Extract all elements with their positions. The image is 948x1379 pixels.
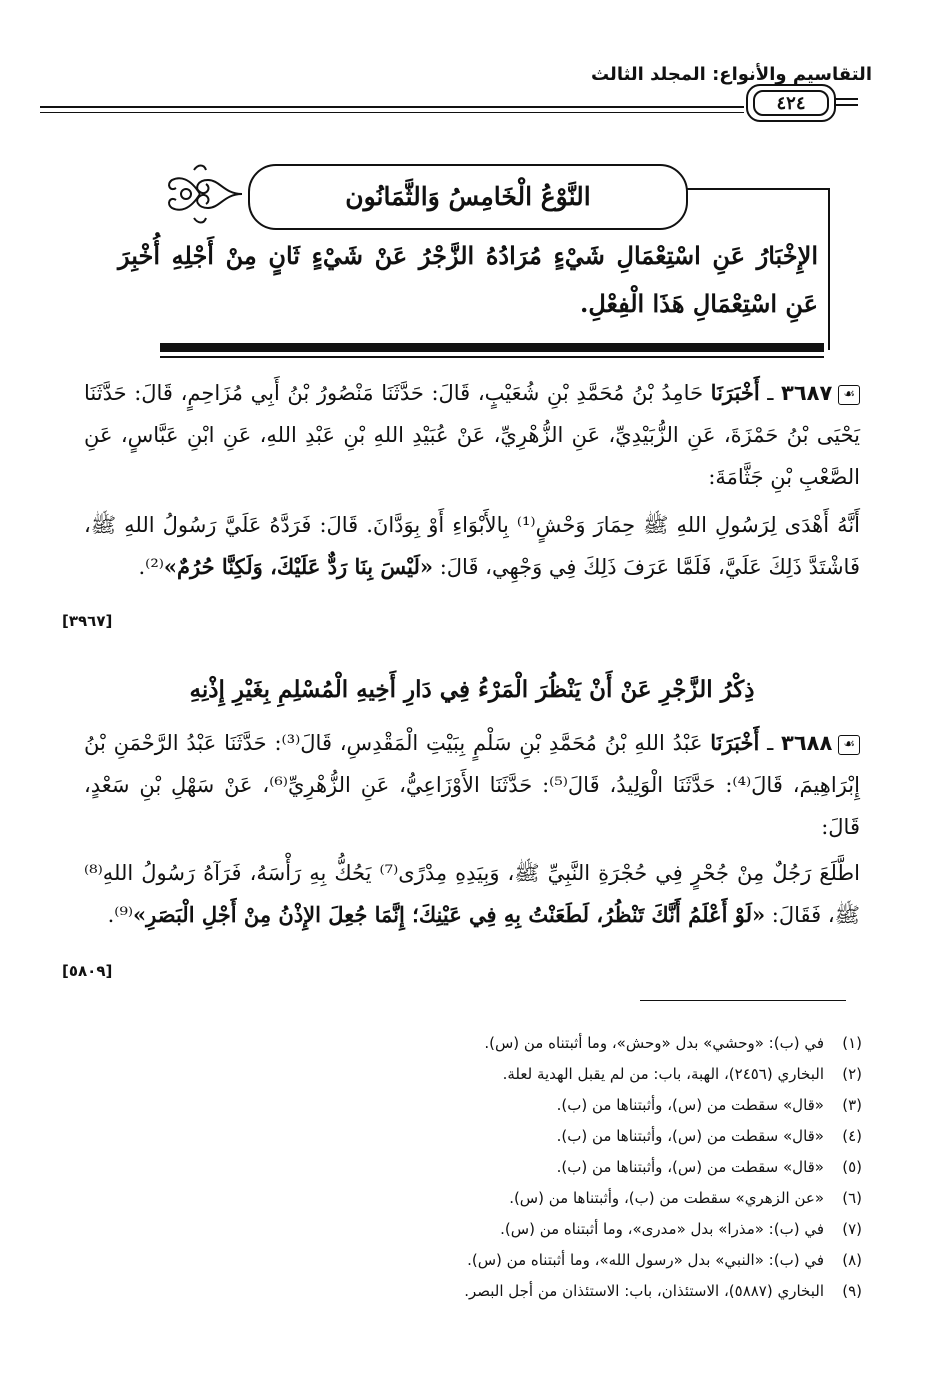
footnote-text: «قال» سقطت من (س)، وأثبتناها من (ب). (556, 1158, 824, 1176)
footnote-number: (٢) (842, 1065, 862, 1083)
footnote-number: (١) (842, 1034, 862, 1052)
running-title: التقاسيم والأنواع: المجلد الثالث (591, 64, 872, 85)
page-number: ٤٢٤ (753, 90, 829, 116)
hadith-1-matn-text: أَنَّهُ أَهْدَى لِرَسُولِ اللهِ ﷺ حِمَارَ وَحْشٍ⁽¹⁾ بِالأَبْوَاءِ أَوْ بِوَدَّانَ. قَالَ: فَرَدَّهُ عَلَيَّ رَسُولُ اللهِ ﷺ، فَاشْتَدَّ ذَلِكَ عَلَيَّ، فَلَمَّا عَرَفَ ذَلِكَ فِي وَجْهِي، قَالَ: (84, 513, 861, 579)
footnote-number: (٥) (842, 1158, 862, 1176)
hadith-2-quote: «لَوْ أَعْلَمُ أَنَّكَ تَنْظُرُ، لَطَعَنْتُ بِهِ فِي عَيْنِكَ؛ إِنَّمَا جُعِلَ الإِذْنُ مِنْ أَجْلِ الْبَصَرِ» (133, 902, 766, 927)
footnote-text: البخاري (٥٨٨٧)، الاستئذان، باب: الاستئذان من أجل البصر. (464, 1282, 824, 1300)
footnote-text: «قال» سقطت من (س)، وأثبتناها من (ب). (556, 1096, 824, 1114)
section-divider-thin (160, 356, 824, 358)
footnote (102, 1245, 862, 1276)
hadith-1-matn (84, 504, 860, 588)
footnote-text: البخاري (٢٤٥٦)، الهبة، باب: من لم يقبل الهدية لعلة. (502, 1065, 824, 1083)
footnote-separator (640, 1000, 846, 1001)
footnote-text: في (ب): «مذرا» بدل «مدرى»، وما أثبتناه من (س). (500, 1220, 824, 1238)
header-rule-left-2 (40, 112, 744, 113)
hadith-2-isnad: ☙٣٦٨٨ ـ أَخْبَرَنَا عَبْدُ اللهِ بْنُ مُحَمَّدِ بْنِ سَلْمٍ بِبَيْتِ الْمَقْدِسِ، قَالَ⁽³⁾: حَدَّثَنَا عَبْدُ الرَّحْمَنِ بْنُ إِبْرَاهِيمَ، قَالَ⁽⁴⁾: حَدَّثَنَا الْوَلِيدُ، قَالَ⁽⁵⁾: حَدَّثَنَا الأَوْزَاعِيُّ، عَنِ الزُّهْرِيِّ⁽⁶⁾، عَنْ سَهْلِ بْنِ سَعْدٍ، قَالَ: (84, 730, 860, 839)
footnote (102, 1028, 862, 1059)
footnote-number: (٣) (842, 1096, 862, 1114)
footnote-number: (٤) (842, 1127, 862, 1145)
hadith-2-number: ٣٦٨٨ (781, 731, 833, 755)
footnote-number: (٦) (842, 1189, 862, 1207)
hadith-1-number: ٣٦٨٧ (781, 381, 833, 405)
footnote (102, 1276, 862, 1307)
footnote (102, 1152, 862, 1183)
hadith-marker-icon: ☙ (838, 735, 860, 755)
hadith-2-matn (84, 852, 860, 936)
chapter-heading: ذِكْرُ الزَّجْرِ عَنْ أَنْ يَنْظُرَ الْمَرْءُ فِي دَارِ أَخِيهِ الْمُسْلِمِ بِغَيْرِ إِذْنِهِ (189, 676, 755, 703)
page-number-frame (746, 84, 836, 122)
hadith-1-quote: «لَيْسَ بِنَا رَدٌّ عَلَيْكَ، وَلَكِنَّا حُرُمٌ» (163, 554, 434, 579)
header-rule-left (40, 106, 744, 108)
hadith-2-ref: [٥٨٠٩] (62, 962, 113, 980)
hadith-2-matn-text: اطَّلَعَ رَجُلٌ مِنْ جُحْرٍ فِي حُجْرَةِ النَّبِيِّ ﷺ، وَبِيَدِهِ مِدْرًى⁽⁷⁾ يَحُكُّ بِهِ رَأْسَهُ، فَرَآهُ رَسُولُ اللهِ⁽⁸⁾ ﷺ، فَقَالَ: (84, 861, 860, 927)
hadith-2-ending: ⁽⁹⁾. (107, 903, 134, 927)
hadith-1-isnad: ☙٣٦٨٧ ـ أَخْبَرَنَا حَامِدُ بْنُ مُحَمَّدِ بْنِ شُعَيْبٍ، قَالَ: حَدَّثَنَا مَنْصُورُ بْنُ أَبِي مُزَاحِمٍ، قَالَ: حَدَّثَنَا يَحْيَى بْنُ حَمْزَةَ، عَنِ الزُّبَيْدِيِّ، عَنِ الزُّهْرِيِّ، عَنْ عُبَيْدِ اللهِ بْنِ عَبْدِ اللهِ، عَنِ ابْنِ عَبَّاسٍ، عَنِ الصَّعْبِ بْنِ جَثَّامَةَ: (84, 380, 860, 489)
section-divider-thick (160, 343, 824, 352)
footnote (102, 1183, 862, 1214)
header-rule-right (834, 98, 858, 100)
section-title: النَّوْعُ الْخَامِسُ وَالثَّمَانُون (248, 164, 688, 230)
footnote-text: «عن الزهري» سقطت من (ب)، وأثبتناها من (س). (509, 1189, 824, 1207)
footnote-number: (٧) (842, 1220, 862, 1238)
footnote (102, 1059, 862, 1090)
header-rule-right-2 (834, 104, 858, 106)
footnote-number: (٨) (842, 1251, 862, 1269)
hadith-2-isnad-text: عَبْدُ اللهِ بْنُ مُحَمَّدِ بْنِ سَلْمٍ بِبَيْتِ الْمَقْدِسِ، قَالَ⁽³⁾: حَدَّثَنَا عَبْدُ الرَّحْمَنِ بْنُ إِبْرَاهِيمَ، قَالَ⁽⁴⁾: حَدَّثَنَا الْوَلِيدُ، قَالَ⁽⁵⁾: حَدَّثَنَا الأَوْزَاعِيُّ، عَنِ الزُّهْرِيِّ⁽⁶⁾، عَنْ سَهْلِ بْنِ سَعْدٍ، قَالَ: (84, 731, 860, 839)
section-description: الإِخْبَارُ عَنِ اسْتِعْمَالِ شَيْءٍ مُرَادُهُ الزَّجْرُ عَنْ شَيْءٍ ثَانٍ مِنْ أَجْلِهِ أُخْبِرَ عَنِ اسْتِعْمَالِ هَذَا الْفِعْلِ. (118, 241, 818, 318)
footnote (102, 1214, 862, 1245)
footnote-text: في (ب): «وحشي» بدل «وحش»، وما أثبتناه من (س). (484, 1034, 824, 1052)
title-frame-top (686, 188, 830, 190)
footnote-text: في (ب): «النبي» بدل «رسول الله»، وما أثبتناه من (س). (467, 1251, 824, 1269)
title-frame-right (828, 188, 830, 350)
hadith-1-ending: ⁽²⁾. (138, 555, 164, 579)
footnote (102, 1090, 862, 1121)
hadith-2-lead: أَخْبَرَنَا (710, 730, 760, 755)
ornament-icon (164, 158, 244, 230)
hadith-1-ref: [٣٩٦٧] (62, 612, 113, 630)
hadith-1-isnad-text: حَامِدُ بْنُ مُحَمَّدِ بْنِ شُعَيْبٍ، قَالَ: حَدَّثَنَا مَنْصُورُ بْنُ أَبِي مُزَاحِمٍ، قَالَ: حَدَّثَنَا يَحْيَى بْنُ حَمْزَةَ، عَنِ الزُّبَيْدِيِّ، عَنِ الزُّهْرِيِّ، عَنْ عُبَيْدِ اللهِ بْنِ عَبْدِ اللهِ، عَنِ ابْنِ عَبَّاسٍ، عَنِ الصَّعْبِ بْنِ جَثَّامَةَ: (84, 381, 860, 489)
footnote (102, 1121, 862, 1152)
footnote-text: «قال» سقطت من (س)، وأثبتناها من (ب). (556, 1127, 824, 1145)
hadith-marker-icon: ☙ (838, 385, 860, 405)
footnotes (102, 1028, 862, 1307)
footnote-number: (٩) (842, 1282, 862, 1300)
hadith-1-lead: أَخْبَرَنَا (710, 380, 760, 405)
